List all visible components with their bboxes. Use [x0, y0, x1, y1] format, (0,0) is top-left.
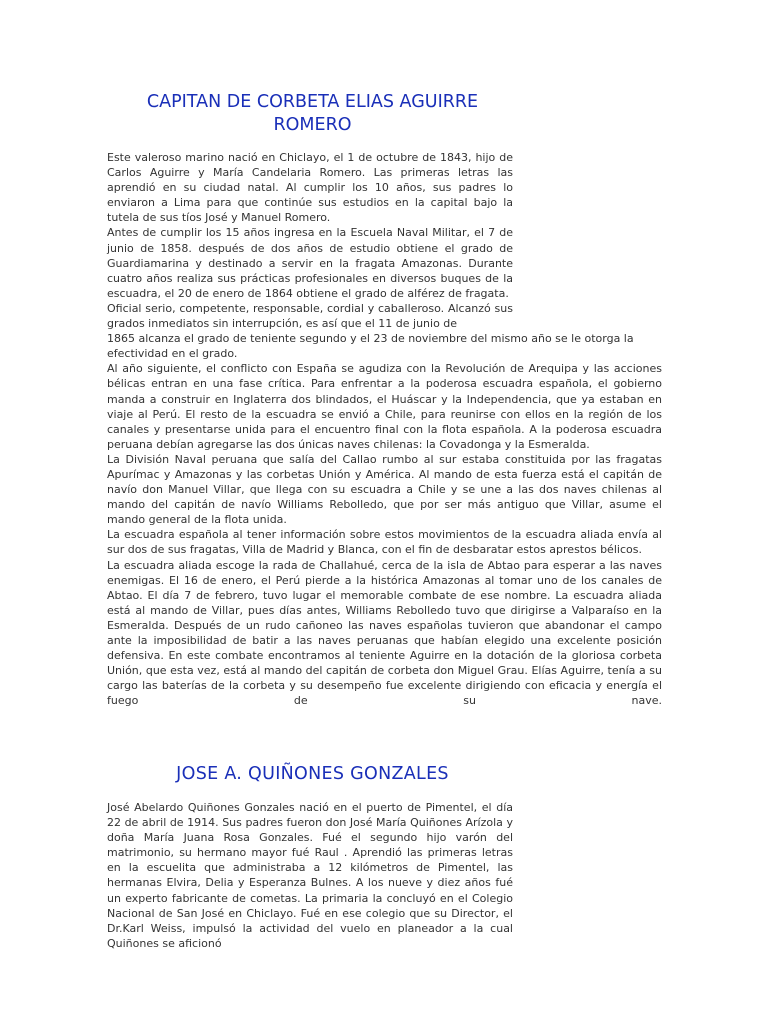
paragraph-abtao-combat: La escuadra aliada escoge la rada de Challahué, cerca de la isla de Abtao para esperar a las naves enemigas. El 16 de enero, el Perú pierde a la histórica Amazonas al tomar uno de los canales de Abtao. El día 7 de febrero, tuvo lugar el memorable combate de ese nombre. La escuadra aliada está al mando de Villar, pues días antes, Williams Rebolledo tuvo que dirigirse a Valparaíso en la Esmeralda. Después de un rudo cañoneo las naves españolas tuvieron que abandonar el campo ante la imposibilidad de batir a las naves peruanas que habían elegido una excelente posición defensiva. En este combate encontramos al teniente Aguirre en la dotación de la gloriosa corbeta Unión, que esta vez, está al mando del capitán de corbeta don Miguel Grau. Elías Aguirre, tenía a su cargo las baterías de la corbeta y su desempeño fue excelente dirigiendo con eficacia y energía el fuego de su nave. — [107, 558, 662, 708]
paragraph-character: Oficial serio, competente, responsable, cordial y caballeroso. Alcanzó sus grados inmediatos sin interrupción, es así que el 11 de junio de — [107, 301, 513, 331]
paragraph-naval-division: La División Naval peruana que salía del Callao rumbo al sur estaba constituida por las fragatas Apurímac y Amazonas y las corbetas Unión y América. Al mando de esta fuerza está el capitán de navío don Manuel Villar, que llega con su escuadra a Chile y se une a las dos naves chilenas al mando del capitán de navío Williams Rebolledo, que por ser más antiguo que Villar, asume el mando general de la flota unida. — [107, 452, 662, 527]
paragraph-conflict-spain: Al año siguiente, el conflicto con España se agudiza con la Revolución de Arequipa y las acciones bélicas entran en una fase crítica. Para enfrentar a la poderosa escuadra española, el gobierno manda a construir en Inglaterra dos blindados, el Huáscar y la Independencia, que ya estaban en viaje al Perú. El resto de la escuadra se envió a Chile, para reunirse con ellos en la región de los canales y presentarse unida para el encuentro final con la flota española. A la poderosa escuadra peruana debían agregarse las dos únicas naves chilenas: la Covadonga y la Esmeralda. — [107, 362, 662, 451]
title-line-2: ROMERO — [273, 115, 352, 135]
paragraph-spanish-squadron: La escuadra española al tener información sobre estos movimientos de la escuadra aliada envía al sur dos de sus fragatas, Villa de Madrid y Blanca, con el fin de desbaratar estos aprestos bélicos. — [107, 528, 662, 557]
aguirre-biography — [107, 150, 662, 708]
quinones-biography — [107, 800, 513, 951]
article-title-quinones: JOSE A. QUIÑONES GONZALES — [176, 764, 449, 784]
paragraph-naval-school: Antes de cumplir los 15 años ingresa en la Escuela Naval Militar, el 7 de junio de 1858. después de dos años de estudio obtiene el grado de Guardiamarina y destinado a servir en la fragata Amazonas. Durante cuatro años realiza sus prácticas profesionales en diversos buques de la escuadra, el 20 de enero de 1864 obtiene el grado de alférez de fragata. — [107, 226, 513, 300]
paragraph-promotion: 1865 alcanza el grado de teniente segundo y el 23 de noviembre del mismo año se le otorga la efectividad en el grado. — [107, 332, 634, 361]
paragraph-quinones-birth: José Abelardo Quiñones Gonzales nació en el puerto de Pimentel, el día 22 de abril de 1914. Sus padres fueron don José María Quiñones Arízola y doña María Juana Rosa Gonzales. Fué el segundo hijo varón del matrimonio, su hermano mayor fué Raul . Aprendió las primeras letras en la escuelita que administraba a 12 kilómetros de Pimentel, las hermanas Elvira, Delia y Esperanza Bulnes. A los nueve y diez años fué un experto fabricante de cometas. La primaria la concluyó en el Colegio Nacional de San José en Chiclayo. Fué en ese colegio que su Director, el Dr.Karl Weiss, impulsó la actividad del vuelo en planeador a la cual Quiñones se aficionó — [107, 801, 513, 950]
paragraph-birth: Este valeroso marino nació en Chiclayo, el 1 de octubre de 1843, hijo de Carlos Aguirre y María Candelaria Romero. Las primeras letras las aprendió en su ciudad natal. Al cumplir los 10 años, sus padres lo enviaron a Lima para que continúe sus estudios en la capital bajo la tutela de sus tíos José y Manuel Romero. — [107, 151, 513, 225]
title-line-1: CAPITAN DE CORBETA ELIAS AGUIRRE — [146, 92, 479, 112]
article-title-aguirre — [110, 91, 515, 137]
